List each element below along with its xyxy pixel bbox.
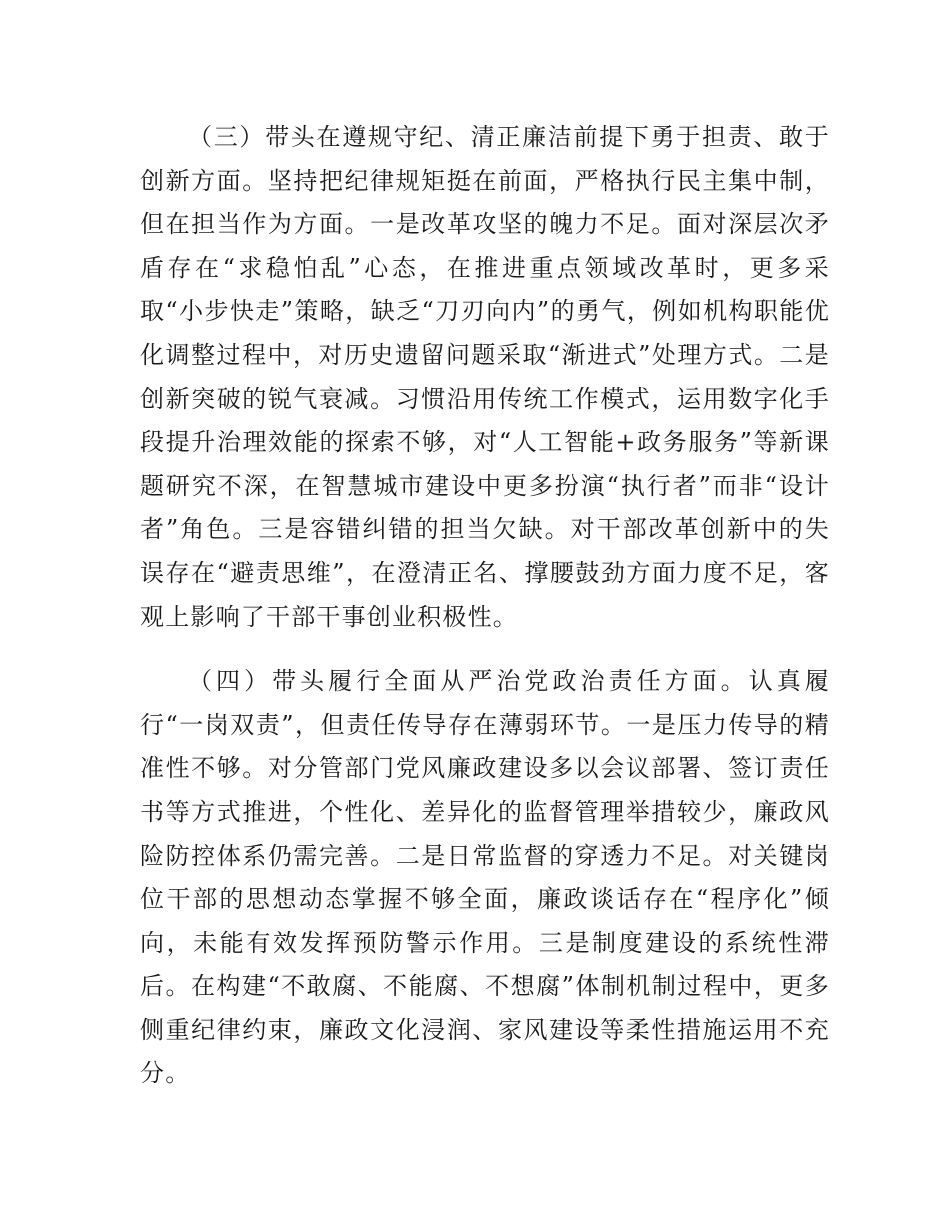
paragraph-section-three: （三）带头在遵规守纪、清正廉洁前提下勇于担责、敢于创新方面。坚持把纪律规矩挺在前面，严格执行民主集中制，但在担当作为方面。一是改革攻坚的魄力不足。面对深层次矛盾存在“求稳怕乱”心态，在推进重点领域改革时，更多采取“小步快走”策略，缺乏“刀刃向内”的勇气，例如机构职能优化调整过程中，对历史遗留问题采取“渐进式”处理方式。二是创新突破的锐气衰减。习惯沿用传统工作模式，运用数字化手段提升治理效能的探索不够，对“人工智能+政务服务”等新课题研究不深，在智慧城市建设中更多扮演“执行者”而非“设计者”角色。三是容错纠错的担当欠缺。对干部改革创新中的失误存在“避责思维”，在澄清正名、撑腰鼓劲方面力度不足，客观上影响了干部干事创业积极性。 — [140, 123, 830, 631]
paragraph-section-four: （四）带头履行全面从严治党政治责任方面。认真履行“一岗双责”，但责任传导存在薄弱环节。一是压力传导的精准性不够。对分管部门党风廉政建设多以会议部署、签订责任书等方式推进，个性化、差异化的监督管理举措较少，廉政风险防控体系仍需完善。二是日常监督的穿透力不足。对关键岗位干部的思想动态掌握不够全面，廉政谈话存在“程序化”倾向，未能有效发挥预防警示作用。三是制度建设的系统性滞后。在构建“不敢腐、不能腐、不想腐”体制机制过程中，更多侧重纪律约束，廉政文化浸润、家风建设等柔性措施运用不充分。 — [140, 667, 830, 1088]
document-body — [140, 116, 830, 1096]
